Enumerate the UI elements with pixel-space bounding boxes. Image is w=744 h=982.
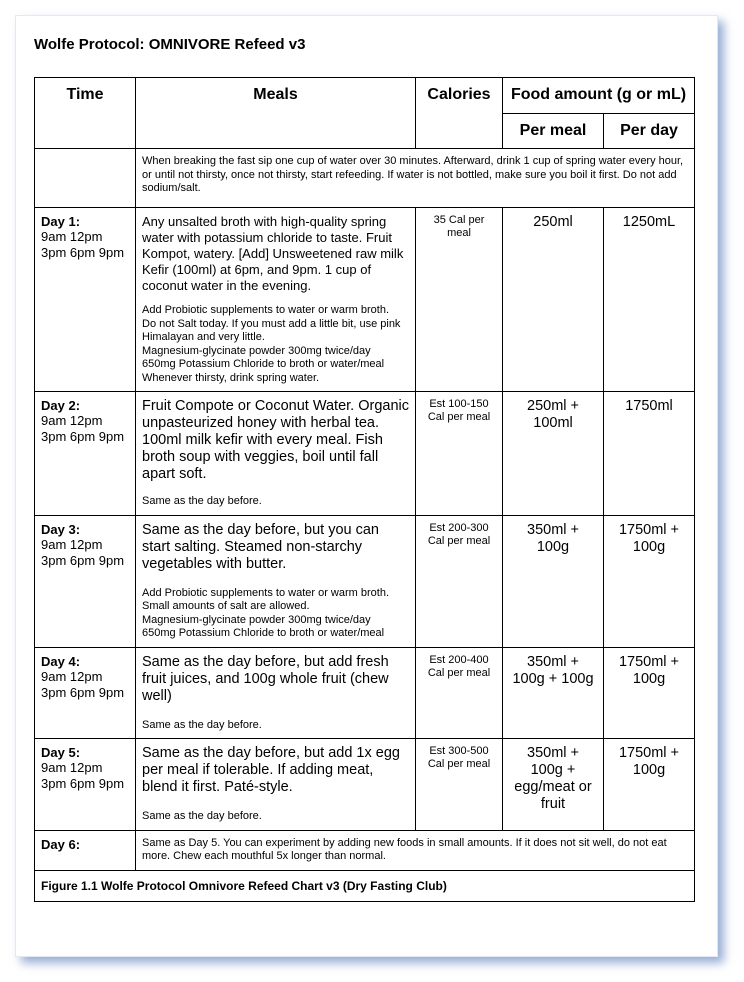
note-line: Magnesium-glycinate powder 300mg twice/day	[142, 344, 371, 357]
per-day-cell: 1750ml + 100g	[604, 515, 695, 647]
calories-cell: Est 100-150 Cal per meal	[416, 392, 503, 516]
day-cell	[35, 830, 136, 870]
figure-caption: Figure 1.1 Wolfe Protocol Omnivore Refeed Chart v3 (Dry Fasting Club)	[35, 870, 695, 901]
day-label: Day 2:	[41, 398, 81, 413]
day-label: Day 6:	[41, 836, 81, 852]
header-time: Time	[35, 78, 136, 149]
header-per-day: Per day	[604, 113, 695, 149]
day-cell	[35, 392, 136, 516]
note-line: Add Probiotic supplements to water or warm broth.	[142, 586, 390, 599]
meals-cell	[136, 739, 416, 831]
day-label: Day 3:	[41, 521, 81, 537]
day-times: 3pm 6pm 9pm	[41, 245, 125, 260]
per-meal-cell: 250ml + 100ml	[503, 392, 604, 516]
day-times: 3pm 6pm 9pm	[41, 552, 125, 568]
meals-cell	[136, 392, 416, 516]
meal-note	[142, 587, 409, 641]
per-day-cell: 1750ml	[604, 392, 695, 516]
refeed-table	[34, 77, 695, 902]
day6-note: Same as Day 5. You can experiment by adding new foods in small amounts. If it does not sit well, do not eat more. Chew each mouthful 5x longer than normal.	[136, 830, 695, 870]
meal-note: Same as the day before.	[142, 810, 262, 822]
document-page	[15, 15, 718, 957]
day-times: 9am 12pm	[41, 760, 103, 775]
meal-note	[142, 304, 409, 385]
document-title: Wolfe Protocol: OMNIVORE Refeed v3	[34, 36, 306, 53]
header-meals: Meals	[136, 78, 416, 149]
header-calories: Calories	[416, 78, 503, 149]
per-day-cell: 1750ml + 100g	[604, 647, 695, 739]
day-times: 3pm 6pm 9pm	[41, 776, 125, 791]
header-row	[35, 78, 695, 114]
table-row	[35, 515, 695, 647]
meal-text: Same as the day before, but add 1x egg per meal if tolerable. If adding meat, blend it first. Paté-style.	[142, 745, 400, 795]
meal-note: Same as the day before.	[142, 495, 262, 507]
day-label: Day 1:	[41, 214, 81, 229]
note-line: Magnesium-glycinate powder 300mg twice/day	[142, 613, 371, 626]
per-meal-cell: 350ml + 100g + egg/meat or fruit	[503, 739, 604, 831]
caption-row	[35, 870, 695, 901]
intro-row	[35, 149, 695, 208]
day-cell	[35, 515, 136, 647]
table-row	[35, 392, 695, 516]
table-row	[35, 830, 695, 870]
meal-text: Same as the day before, but you can start salting. Steamed non-starchy vegetables with butter.	[142, 521, 379, 572]
calories-cell: 35 Cal per meal	[416, 208, 503, 392]
note-line: 650mg Potassium Chloride to broth or water/meal	[142, 627, 385, 639]
note-line: Whenever thirsty, drink spring water.	[142, 371, 320, 384]
per-meal-cell: 350ml + 100g	[503, 515, 604, 647]
calories-cell: Est 200-300 Cal per meal	[416, 515, 503, 647]
per-meal-cell: 350ml + 100g + 100g	[503, 647, 604, 739]
day-cell	[35, 208, 136, 392]
day-label: Day 4:	[41, 653, 81, 669]
meal-text: Any unsalted broth with high-quality spring water with potassium chloride to taste. Fruit Kompot, watery. [Add] Unsweetened raw milk Kefir (100ml) at 6pm, and 9pm. 1 cup of coconut water in the evening.	[142, 214, 404, 293]
day-times: 9am 12pm	[41, 536, 103, 552]
day-times: 3pm 6pm 9pm	[41, 684, 125, 700]
per-day-cell: 1250mL	[604, 208, 695, 392]
per-meal-cell: 250ml	[503, 208, 604, 392]
meal-text: Same as the day before, but add fresh fruit juices, and 100g whole fruit (chew well)	[142, 653, 389, 704]
table-row	[35, 739, 695, 831]
meals-cell	[136, 515, 416, 647]
table-row	[35, 208, 695, 392]
note-line: Small amounts of salt are allowed.	[142, 600, 310, 612]
day-times: 9am 12pm	[41, 668, 103, 684]
note-line: Do not Salt today. If you must add a little bit, use pink Himalayan and very little.	[142, 317, 401, 343]
intro-note: When breaking the fast sip one cup of water over 30 minutes. Afterward, drink 1 cup of spring water every hour, or until not thirsty, once not thirsty, start refeeding. If water is not bottled, make sure you boil it first. Do not add sodium/salt.	[136, 149, 695, 208]
header-per-meal: Per meal	[503, 113, 604, 149]
calories-cell: Est 300-500 Cal per meal	[416, 739, 503, 831]
day-label: Day 5:	[41, 745, 81, 760]
day-cell	[35, 739, 136, 831]
day-times: 9am 12pm	[41, 229, 103, 244]
day-times: 3pm 6pm 9pm	[41, 429, 125, 444]
day-times: 9am 12pm	[41, 413, 103, 428]
meals-cell	[136, 208, 416, 392]
meal-text: Fruit Compote or Coconut Water. Organic unpasteurized honey with herbal tea. 100ml milk kefir with every meal. Fish broth soup with veggies, boil until fall apart soft.	[142, 398, 410, 482]
table-row	[35, 647, 695, 739]
note-line: Add Probiotic supplements to water or warm broth.	[142, 304, 390, 316]
meals-cell	[136, 647, 416, 739]
per-day-cell: 1750ml + 100g	[604, 739, 695, 831]
calories-cell: Est 200-400 Cal per meal	[416, 647, 503, 739]
note-line: 650mg Potassium Chloride to broth or water/meal	[142, 358, 385, 370]
header-food-amount: Food amount (g or mL)	[503, 78, 695, 114]
meal-note: Same as the day before.	[142, 718, 262, 731]
day-cell	[35, 647, 136, 739]
